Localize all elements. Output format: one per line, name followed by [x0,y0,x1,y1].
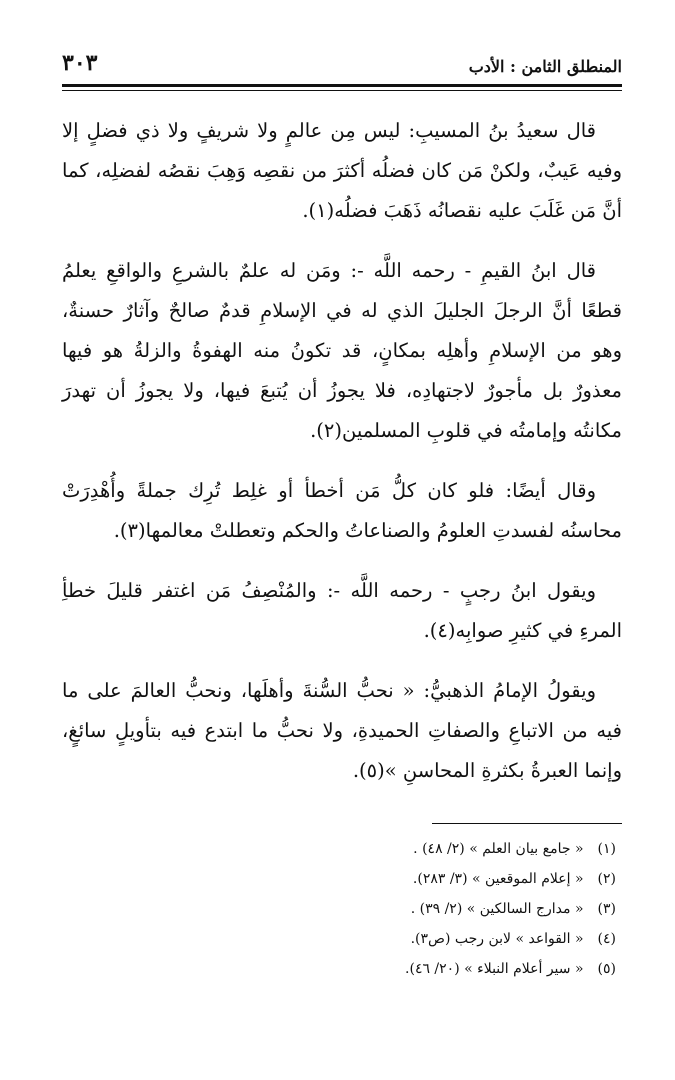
footnote-text: « سير أعلام النبلاء » (٢٠/ ٤٦). [405,961,584,977]
footnote-rule [432,823,622,824]
running-header [62,36,622,76]
footnote-item [62,834,622,864]
paragraph-ibn-qayyim: قال ابنُ القيمِ - رحمه اللَّه -: ومَن له علمٌ بالشرعِ والواقعِ يعلمُ قطعًا أنَّ الرجلَ الجليلَ الذي له في الإسلامِ قدمٌ صالحٌ وآثارٌ حسنةٌ، وهو من الإسلامِ وأهلِه بمكانٍ، قد تكونُ منه الهفوةُ والزلةُ هو فيها معذورٌ بل مأجورٌ لاجتهادِه، فلا يجوزُ أن يُتبعَ فيها، ولا يجوزُ أن تهدرَ مكانتُه وإمامتُه في قلوبِ المسلمين(٢). [62,259,622,442]
paragraph-dhahabi: ويقولُ الإمامُ الذهبيُّ: « نحبُّ السُّنةَ وأهلَها، ونحبُّ العالمَ على ما فيه من الاتباعِ والصفاتِ الحميدةِ، ولا نحبُّ ما ابتدع فيه بتأويلٍ سائغٍ، وإنما العبرةُ بكثرةِ المحاسنِ »(٥). [62,679,622,782]
footnote-number: (١) [597,841,616,857]
footnote-number: (٥) [597,961,616,977]
footnote-item [62,894,622,924]
page-number: ٣٠٣ [62,50,98,76]
footnote-item [62,954,622,984]
footnote-item [62,924,622,954]
footnote-number: (٤) [597,931,616,947]
footnote-text: « القواعد » لابن رجب (ص٣). [410,931,584,947]
footnote-text: « مدارج السالكين » (٢/ ٣٩) . [410,901,584,917]
header-rule-thick [62,84,622,87]
footnotes [62,823,622,984]
running-title: المنطلق الثامن : الأدب [468,57,622,76]
footnote-text: « جامع بيان العلم » (٢/ ٤٨) . [413,841,584,857]
paragraph-said-ibn-musayyib: قال سعيدُ بنُ المسيبِ: ليس مِن عالمٍ ولا شريفٍ ولا ذي فضلٍ إلا وفيه عَيبٌ، ولكنْ مَن كان فضلُه أكثرَ من نقصِه وَهِبَ نقصُه لفضلِه، كما أنَّ مَن غَلَبَ عليه نقصانُه ذَهَبَ فضلُه(١). [62,119,622,222]
body-text [62,111,622,791]
header-rule-thin [62,90,622,91]
paragraph-ibn-rajab: ويقول ابنُ رجبٍ - رحمه اللَّه -: والمُنْصِفُ مَن اغتفر قليلَ خطأِ المرءِ في كثيرِ صوابِه(٤). [62,579,622,642]
footnote-number: (٢) [597,871,616,887]
footnote-number: (٣) [597,901,616,917]
footnote-text: « إعلام الموقعين » (٣/ ٢٨٣). [412,871,584,887]
footnote-item [62,864,622,894]
book-page [62,36,622,984]
paragraph-ibn-qayyim-2: وقال أيضًا: فلو كان كلُّ مَن أخطأ أو غلِط تُرِك جملةً وأُهْدِرَتْ محاسنُه لفسدتِ العلومُ والصناعاتُ والحكم وتعطلتْ معالمها(٣). [62,479,622,542]
